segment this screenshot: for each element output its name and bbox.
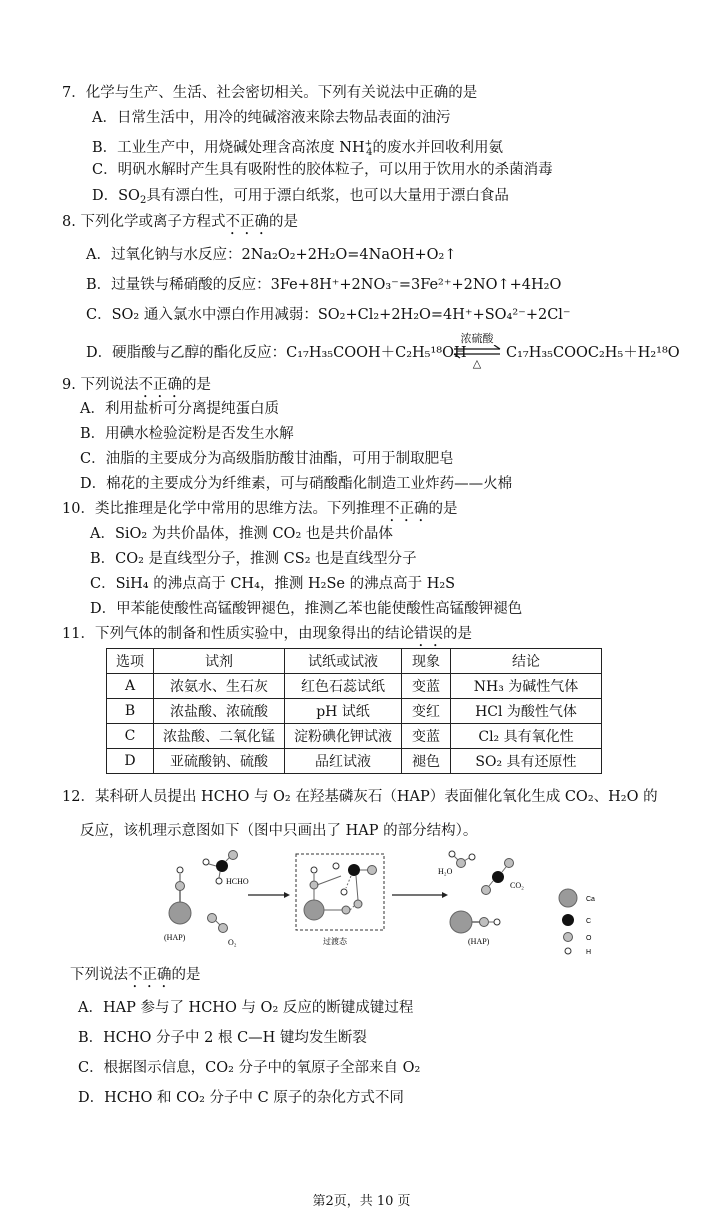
table-cell: 品红试液 bbox=[285, 749, 402, 774]
table-cell: 变蓝 bbox=[402, 724, 451, 749]
table-cell: A bbox=[107, 674, 154, 699]
table-row bbox=[107, 674, 602, 699]
table-cell: 淀粉碘化钾试液 bbox=[285, 724, 402, 749]
h2o-molecule bbox=[449, 851, 475, 868]
legend-h: H bbox=[586, 949, 592, 956]
q8-equilibrium-arrow: 浓硫酸 △ bbox=[452, 330, 502, 370]
table-cell: C bbox=[107, 724, 154, 749]
table-cell: Cl₂ 具有氧化性 bbox=[451, 724, 602, 749]
table-header-cell: 试纸或试液 bbox=[285, 649, 402, 674]
table-cell: 红色石蕊试纸 bbox=[285, 674, 402, 699]
legend-ca-swatch bbox=[559, 889, 577, 907]
q12-option-c: C．根据图示信息，CO₂ 分子中的氧原子全部来自 O₂ bbox=[78, 1060, 421, 1076]
q7-option-c: C．明矾水解时产生具有吸附性的胶体粒子，可以用于饮用水的杀菌消毒 bbox=[92, 162, 553, 178]
q8-option-d: D．硬脂酸与乙醇的酯化反应：C₁₇H₃₅COOH＋C₂H₅¹⁸OH bbox=[86, 345, 467, 361]
q8-option-a: A．过氧化钠与水反应：2Na₂O₂+2H₂O=4NaOH+O₂↑ bbox=[86, 247, 457, 263]
q7-option-a: A．日常生活中，用冷的纯碱溶液来除去物品表面的油污 bbox=[92, 110, 451, 126]
q9-option-a: A．利用盐析可分离提纯蛋白质 bbox=[80, 401, 279, 417]
table-cell: 变蓝 bbox=[402, 674, 451, 699]
hap-label-left: (HAP) bbox=[164, 933, 186, 942]
table-row bbox=[107, 699, 602, 724]
hap-label-right: (HAP) bbox=[468, 937, 490, 946]
co2-label: CO₂ bbox=[510, 881, 524, 890]
q8-option-c: C．SO₂ 通入氯水中漂白作用减弱：SO₂+Cl₂+2H₂O=4H⁺+SO₄²⁻+2Cl⁻ bbox=[86, 307, 571, 323]
table-cell: 变红 bbox=[402, 699, 451, 724]
legend-o-swatch bbox=[564, 933, 573, 942]
table-row bbox=[107, 724, 602, 749]
table-cell: SO₂ 具有还原性 bbox=[451, 749, 602, 774]
legend-h-swatch bbox=[565, 948, 571, 954]
co2-molecule bbox=[482, 859, 514, 895]
q10-option-c: C．SiH₄ 的沸点高于 CH₄，推测 H₂Se 的沸点高于 H₂S bbox=[90, 576, 456, 592]
table-cell: 浓盐酸、浓硫酸 bbox=[154, 699, 285, 724]
page-footer: 第2页，共 10 页 bbox=[312, 1194, 411, 1209]
q7-option-b: B．工业生产中，用烧碱处理含高浓度 $NH^+_4$的废水并回收利用氨 bbox=[92, 139, 504, 158]
table-row bbox=[107, 749, 602, 774]
table-cell: 亚硫酸钠、硫酸 bbox=[154, 749, 285, 774]
q12-stem-line1: 12．某科研人员提出 HCHO 与 O₂ 在羟基磷灰石（HAP）表面催化氧化生成 CO₂、H₂O 的 bbox=[62, 789, 658, 805]
q10-option-d: D．甲苯能使酸性高锰酸钾褪色，推测乙苯也能使酸性高锰酸钾褪色 bbox=[90, 601, 523, 617]
q12-option-b: B．HCHO 分子中 2 根 C—H 键均发生断裂 bbox=[78, 1030, 367, 1046]
q11-stem: 11．下列气体的制备和性质实验中，由现象得出的结论错误的是 bbox=[62, 626, 472, 642]
hcho-label: HCHO bbox=[226, 877, 249, 886]
table-cell: 浓盐酸、二氧化锰 bbox=[154, 724, 285, 749]
q9-stem: 9. 下列说法不正确的是 bbox=[62, 377, 211, 393]
q10-option-b: B．CO₂ 是直线型分子，推测 CS₂ 也是直线型分子 bbox=[90, 551, 417, 567]
q12-stem-line2: 反应，该机理示意图如下（图中只画出了 HAP 的部分结构）。 bbox=[80, 823, 478, 839]
arrow-1-head bbox=[284, 892, 290, 898]
q8-option-b: B．过量铁与稀硝酸的反应：3Fe+8H⁺+2NO₃⁻=3Fe²⁺+2NO↑+4H₂O bbox=[86, 277, 562, 293]
hap-right-group bbox=[450, 911, 500, 933]
table-header-cell: 结论 bbox=[451, 649, 602, 674]
mechanism-diagram bbox=[156, 848, 626, 958]
o2-label: O₂ bbox=[228, 938, 237, 947]
q9-option-d: D．棉花的主要成分为纤维素，可与硝酸酯化制造工业炸药——火棉 bbox=[80, 476, 513, 492]
q7-option-d: D．$SO_2$具有漂白性，可用于漂白纸浆，也可以大量用于漂白食品 bbox=[92, 188, 509, 206]
q11-table bbox=[106, 648, 602, 774]
table-cell: NH₃ 为碱性气体 bbox=[451, 674, 602, 699]
table-cell: B bbox=[107, 699, 154, 724]
q12-option-a: A．HAP 参与了 HCHO 与 O₂ 反应的断键成键过程 bbox=[78, 1000, 414, 1016]
table-header-cell: 试剂 bbox=[154, 649, 285, 674]
legend-ca: Ca bbox=[586, 896, 595, 903]
q12-option-d: D．HCHO 和 CO₂ 分子中 C 原子的杂化方式不同 bbox=[78, 1090, 404, 1106]
q10-option-a: A．SiO₂ 为共价晶体，推测 CO₂ 也是共价晶体 bbox=[90, 526, 393, 542]
table-cell: HCl 为酸性气体 bbox=[451, 699, 602, 724]
table-cell: 浓氨水、生石灰 bbox=[154, 674, 285, 699]
q10-stem: 10．类比推理是化学中常用的思维方法。下列推理不正确的是 bbox=[62, 501, 458, 517]
arrow-2-head bbox=[442, 892, 448, 898]
table-header-cell: 选项 bbox=[107, 649, 154, 674]
legend-c-swatch bbox=[562, 914, 574, 926]
h2o-label: H₂O bbox=[438, 867, 453, 876]
hap-left-group bbox=[169, 867, 191, 924]
table-cell: pH 试纸 bbox=[285, 699, 402, 724]
q8-option-d-product: C₁₇H₃₅COOC₂H₅＋H₂¹⁸O bbox=[506, 345, 680, 361]
legend-c: C bbox=[586, 918, 592, 925]
table-header-row bbox=[107, 649, 602, 674]
q9-option-c: C．油脂的主要成分为高级脂肪酸甘油酯，可用于制取肥皂 bbox=[80, 451, 454, 467]
transition-state-label: 过渡态 bbox=[323, 937, 347, 946]
q12-sub-stem: 下列说法不正确的是 bbox=[70, 967, 201, 983]
o2-molecule bbox=[208, 914, 228, 933]
q9-option-b: B．用碘水检验淀粉是否发生水解 bbox=[80, 426, 294, 442]
table-cell: D bbox=[107, 749, 154, 774]
q8-stem: 8. 下列化学或离子方程式不正确的是 bbox=[62, 214, 298, 230]
atom-legend bbox=[559, 889, 595, 956]
q7-stem: 7．化学与生产、生活、社会密切相关。下列有关说法中正确的是 bbox=[62, 85, 478, 101]
legend-o: O bbox=[586, 935, 592, 942]
transition-state-structure bbox=[304, 863, 377, 920]
table-cell: 褪色 bbox=[402, 749, 451, 774]
table-header-cell: 现象 bbox=[402, 649, 451, 674]
